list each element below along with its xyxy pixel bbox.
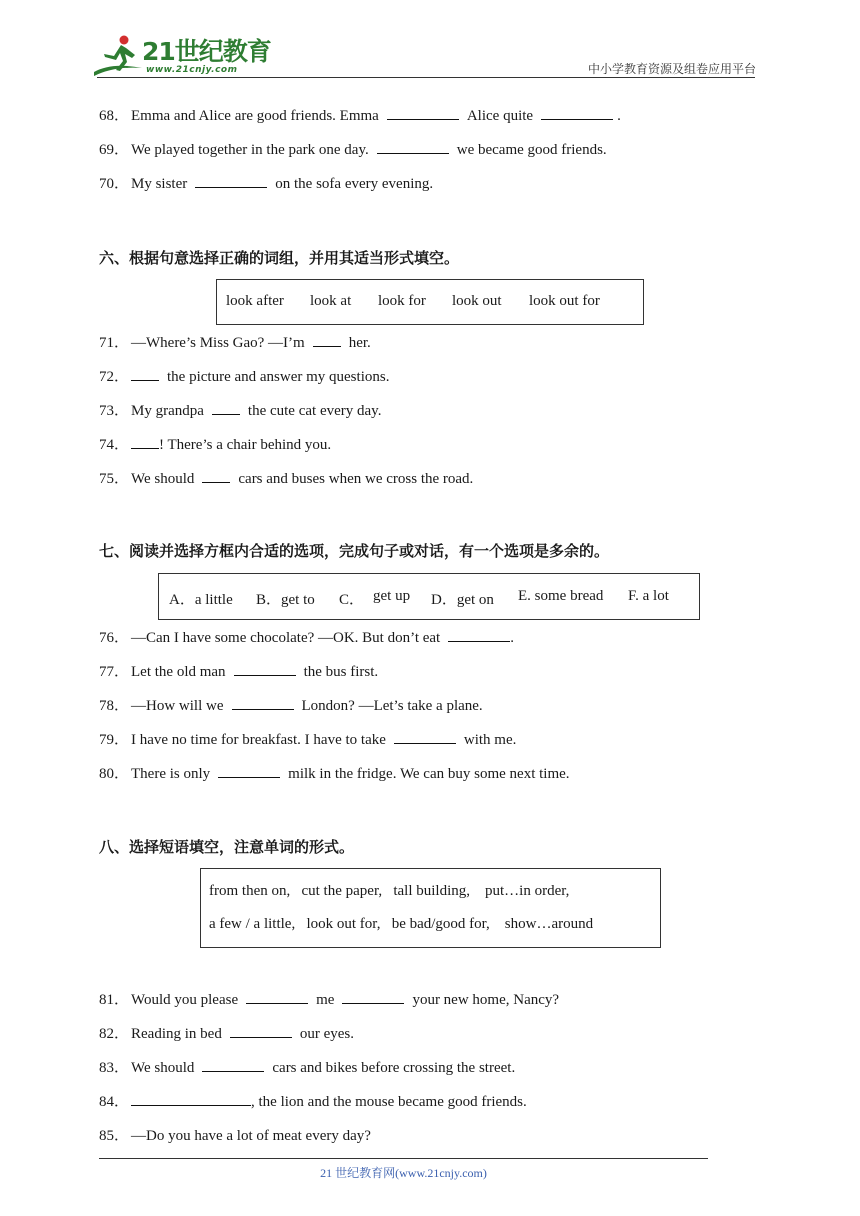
question-text: our eyes.	[299, 1026, 354, 1042]
question-text: We played together in the park one day.	[131, 142, 369, 158]
question-76	[99, 628, 514, 648]
answer-blank[interactable]	[232, 696, 294, 710]
option-c: get up	[373, 588, 411, 604]
answer-blank[interactable]	[342, 990, 404, 1004]
answer-blank[interactable]	[218, 764, 280, 778]
question-text: the bus first.	[303, 664, 379, 680]
answer-blank[interactable]	[387, 106, 459, 120]
option-d: D．get on	[431, 592, 494, 608]
question-text: ! There’s a chair behind you.	[159, 437, 332, 453]
section-7-option-box	[158, 573, 700, 620]
question-number: 75．	[99, 471, 130, 487]
question-text: on the sofa every evening.	[275, 176, 434, 192]
question-text: , the lion and the mouse became good friends.	[251, 1094, 527, 1110]
answer-blank[interactable]	[202, 1058, 264, 1072]
question-text: your new home, Nancy?	[412, 992, 560, 1008]
question-number: 80．	[99, 766, 130, 782]
phrase-line-2: a few / a little, look out for, be bad/good for, show…around	[209, 916, 594, 932]
question-71	[99, 333, 371, 353]
question-number: 71．	[99, 335, 130, 351]
answer-blank[interactable]	[377, 140, 449, 154]
word-option: look out for	[529, 293, 600, 309]
footer-text[interactable]: 21 世纪教育网(www.21cnjy.com)	[320, 1166, 487, 1180]
question-70	[99, 174, 433, 194]
question-77	[99, 662, 378, 682]
question-74	[99, 435, 331, 455]
question-83	[99, 1058, 515, 1078]
question-text: Reading in bed	[131, 1026, 222, 1042]
question-number: 79．	[99, 732, 130, 748]
question-text: cars and buses when we cross the road.	[238, 471, 474, 487]
question-text: .	[510, 630, 514, 646]
question-text: milk in the fridge. We can buy some next time.	[288, 766, 570, 782]
question-text: London? —Let’s take a plane.	[301, 698, 483, 714]
option-f: F. a lot	[628, 588, 669, 604]
answer-blank[interactable]	[195, 174, 267, 188]
question-text: Would you please	[131, 992, 239, 1008]
option-e: E. some bread	[518, 588, 604, 604]
question-84	[99, 1092, 527, 1112]
question-72	[99, 367, 389, 387]
question-text: the picture and answer my questions.	[167, 369, 390, 385]
word-option: look after	[226, 293, 284, 309]
question-79	[99, 730, 516, 750]
question-text: We should	[131, 471, 195, 487]
section-6-heading: 六、根据句意选择正确的词组，并用其适当形式填空。	[99, 249, 460, 267]
word-option: look for	[378, 293, 426, 309]
question-text: There is only	[131, 766, 211, 782]
question-text: —Where’s Miss Gao? —I’m	[131, 335, 305, 351]
question-85	[99, 1126, 371, 1146]
question-text: My grandpa	[131, 403, 204, 419]
runner-logo-icon	[92, 34, 144, 78]
question-text: Emma and Alice are good friends. Emma	[131, 108, 379, 124]
question-text: we became good friends.	[456, 142, 607, 158]
answer-blank[interactable]	[541, 106, 613, 120]
question-number: 84．	[99, 1094, 130, 1110]
question-text: Let the old man	[131, 664, 226, 680]
section-7-heading: 七、阅读并选择方框内合适的选项，完成句子或对话，有一个选项是多余的。	[99, 542, 610, 560]
question-number: 81．	[99, 992, 130, 1008]
section-8-heading: 八、选择短语填空，注意单词的形式。	[99, 838, 355, 856]
header-tagline: 中小学教育资源及组卷应用平台	[587, 62, 756, 76]
question-80	[99, 764, 570, 784]
question-text: I have no time for breakfast. I have to take	[131, 732, 386, 748]
answer-blank[interactable]	[131, 435, 159, 449]
question-number: 77．	[99, 664, 130, 680]
question-68	[99, 106, 621, 126]
question-text: —How will we	[131, 698, 224, 714]
question-number: 73．	[99, 403, 130, 419]
answer-blank[interactable]	[131, 1092, 251, 1106]
answer-blank[interactable]	[313, 333, 341, 347]
question-text: We should	[131, 1060, 195, 1076]
answer-blank[interactable]	[212, 401, 240, 415]
question-text: cars and bikes before crossing the street.	[272, 1060, 516, 1076]
question-number: 85．	[99, 1128, 130, 1144]
footer-divider	[99, 1158, 708, 1159]
question-73	[99, 401, 381, 421]
answer-blank[interactable]	[246, 990, 308, 1004]
question-75	[99, 469, 473, 489]
brand-name: 21世纪教育	[142, 37, 271, 66]
question-number: 82．	[99, 1026, 130, 1042]
answer-blank[interactable]	[448, 628, 510, 642]
answer-blank[interactable]	[394, 730, 456, 744]
question-text: .	[617, 108, 621, 124]
question-text: My sister	[131, 176, 188, 192]
question-text: —Do you have a lot of meat every day?	[131, 1128, 371, 1144]
site-logo[interactable]	[92, 34, 271, 78]
section-6-word-box	[216, 279, 644, 325]
page-header	[0, 0, 860, 80]
question-82	[99, 1024, 354, 1044]
option-c-label: C．	[339, 592, 365, 608]
answer-blank[interactable]	[202, 469, 230, 483]
section-8-phrase-box	[200, 868, 661, 948]
question-number: 70．	[99, 176, 130, 192]
answer-blank[interactable]	[131, 367, 159, 381]
question-text: the cute cat every day.	[247, 403, 382, 419]
question-81	[99, 990, 559, 1010]
question-number: 83．	[99, 1060, 130, 1076]
header-divider	[97, 77, 755, 78]
brand-url: www.21cnjy.com	[146, 65, 238, 75]
option-a: A．a little	[169, 592, 233, 608]
phrase-line-1: from then on, cut the paper, tall building, put…in order,	[209, 883, 570, 899]
question-number: 78．	[99, 698, 130, 714]
option-b: B．get to	[256, 592, 315, 608]
question-text: with me.	[463, 732, 517, 748]
question-number: 76．	[99, 630, 130, 646]
word-option: look at	[310, 293, 352, 309]
question-number: 68．	[99, 108, 130, 124]
question-number: 72．	[99, 369, 130, 385]
answer-blank[interactable]	[234, 662, 296, 676]
question-number: 74．	[99, 437, 130, 453]
question-69	[99, 140, 607, 160]
question-text: me	[316, 992, 335, 1008]
question-78	[99, 696, 483, 716]
question-text: Alice quite	[466, 108, 534, 124]
question-text: her.	[348, 335, 371, 351]
word-option: look out	[452, 293, 502, 309]
answer-blank[interactable]	[230, 1024, 292, 1038]
question-text: —Can I have some chocolate? —OK. But don’t eat	[131, 630, 441, 646]
question-number: 69．	[99, 142, 130, 158]
